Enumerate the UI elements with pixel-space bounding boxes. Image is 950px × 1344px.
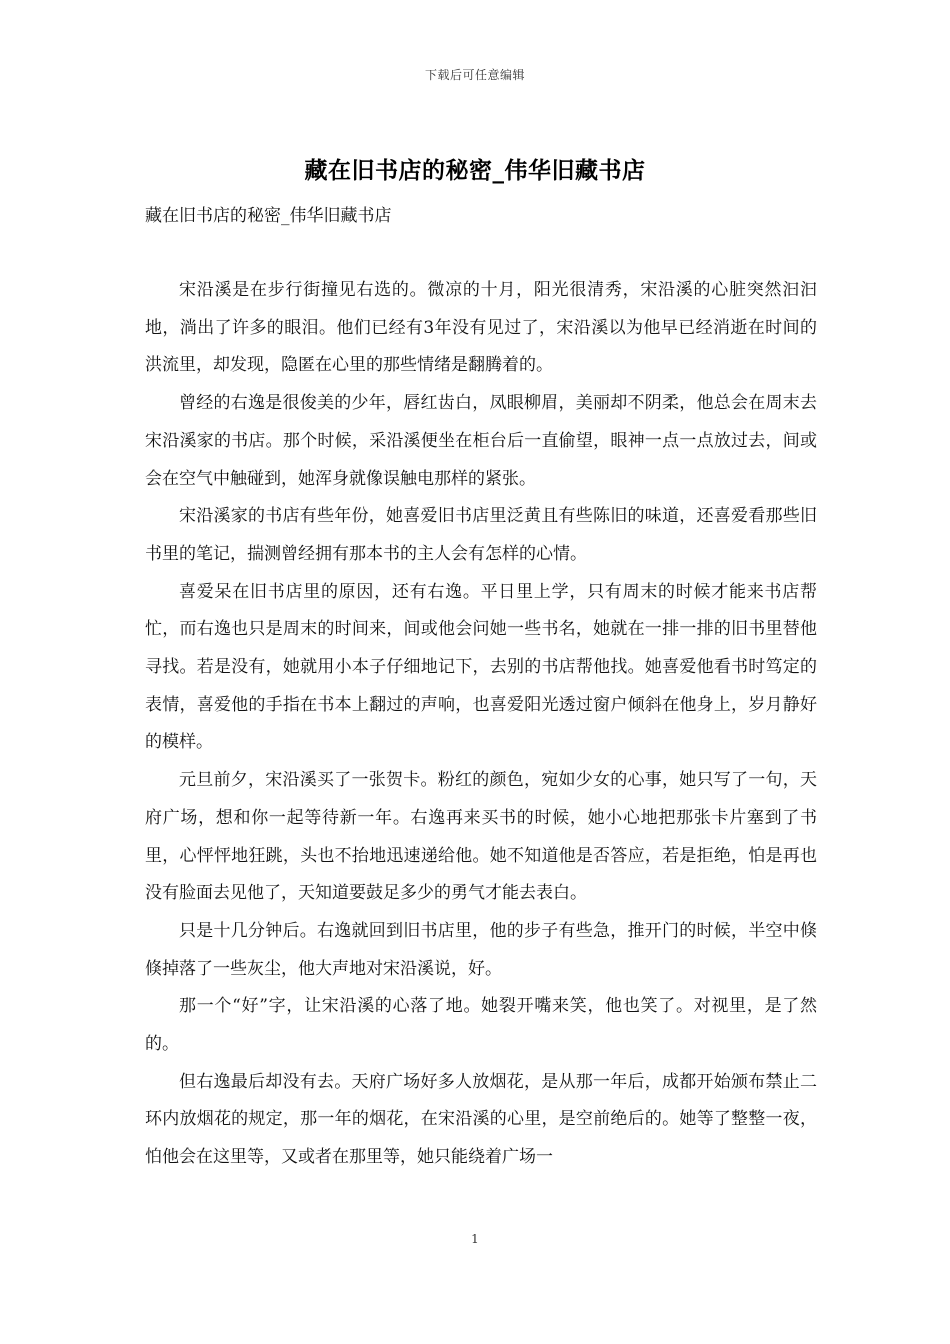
paragraph: 宋沿溪是在步行街撞见右选的。微凉的十月，阳光很清秀，宋沿溪的心脏突然汩汩地，淌出了许多的眼泪。他们已经有3年没有见过了，宋沿溪以为他早已经消逝在时间的洪流里，却发现，隐匿在心里的那些情绪是翻腾着的。	[145, 280, 817, 376]
paragraph: 宋沿溪家的书店有些年份，她喜爱旧书店里泛黄且有些陈旧的味道，还喜爱看那些旧书里的笔记，揣测曾经拥有那本书的主人会有怎样的心情。	[145, 506, 817, 564]
paragraph: 但右逸最后却没有去。天府广场好多人放烟花，是从那一年后，成都开始颁布禁止二环内放烟花的规定，那一年的烟花，在宋沿溪的心里，是空前绝后的。她等了整整一夜，怕他会在这里等，又或者在那里等，她只能绕着广场一	[145, 1071, 817, 1168]
document-subtitle: 藏在旧书店的秘密_伟华旧藏书店	[145, 206, 392, 226]
paragraph: 元旦前夕，宋沿溪买了一张贺卡。粉红的颜色，宛如少女的心事，她只写了一句，天府广场，想和你一起等待新一年。右逸再来买书的时候，她小心地把那张卡片塞到了书里，心怦怦地狂跳，头也不抬地迅速递给他。她不知道他是否答应，若是拒绝，怕是再也没有脸面去见他了，天知道要鼓足多少的勇气才能去表白。	[145, 770, 817, 904]
paragraph: 那一个“好”字，让宋沿溪的心落了地。她裂开嘴来笑，他也笑了。对视里，是了然的。	[145, 996, 817, 1055]
page-header-note: 下载后可任意编辑	[424, 68, 525, 82]
paragraph: 喜爱呆在旧书店里的原因，还有右逸。平日里上学，只有周末的时候才能来书店帮忙，而右逸也只是周末的时间来，间或他会问她一些书名，她就在一排一排的旧书里替他寻找。若是没有，她就用小本子仔细地记下，去别的书店帮他找。她喜爱他看书时笃定的表情，喜爱他的手指在书本上翻过的声响，也喜爱阳光透过窗户倾斜在他身上，岁月静好的模样。	[145, 581, 817, 753]
document-title: 藏在旧书店的秘密_伟华旧藏书店	[304, 157, 646, 184]
page-number: 1	[471, 1232, 479, 1246]
document-body	[145, 272, 817, 1177]
paragraph: 只是十几分钟后。右逸就回到旧书店里，他的步子有些急，推开门的时候，半空中倏倏掉落了一些灰尘，他大声地对宋沿溪说，好。	[145, 920, 817, 979]
paragraph: 曾经的右逸是很俊美的少年，唇红齿白，凤眼柳眉，美丽却不阴柔，他总会在周末去宋沿溪家的书店。那个时候，采沿溪便坐在柜台后一直偷望，眼神一点一点放过去，间或会在空气中触碰到，她浑身就像误触电那样的紧张。	[145, 393, 817, 489]
